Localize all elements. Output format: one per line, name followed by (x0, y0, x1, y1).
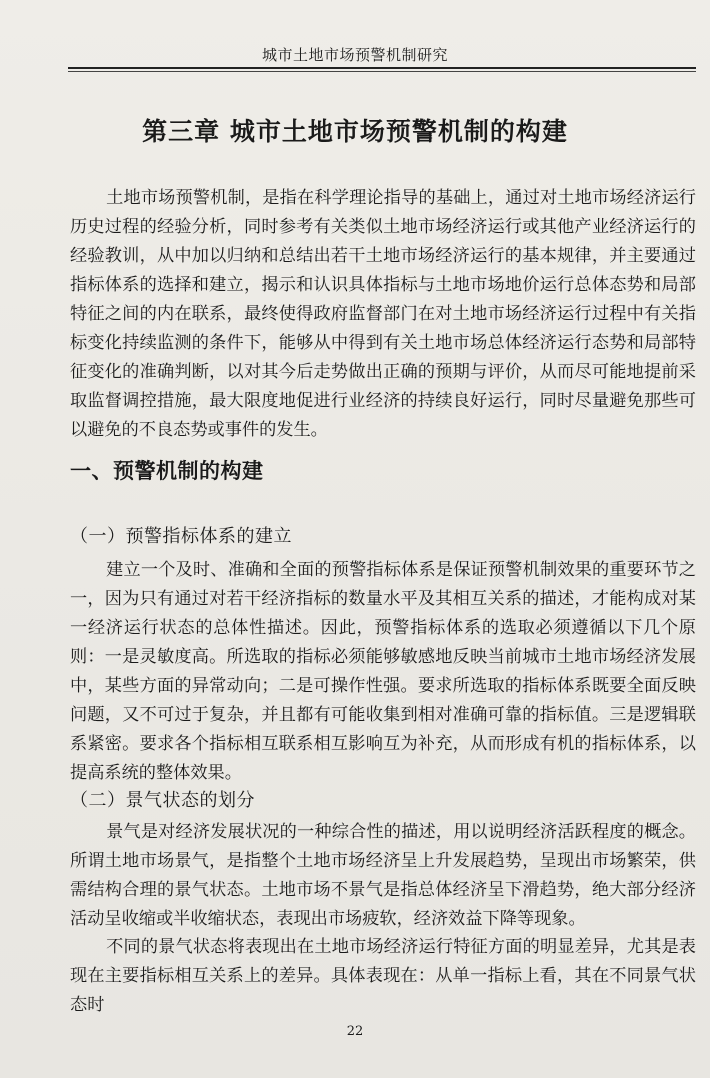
subsection-heading-indicator-system: （一）预警指标体系的建立 (70, 526, 292, 547)
subsection-heading-boom-states: （二）景气状态的划分 (70, 790, 255, 811)
boom-definition-paragraph: 景气是对经济发展状况的一种综合性的描述，用以说明经济活跃程度的概念。所谓土地市场景气，是指整个土地市场经济呈上升发展趋势，呈现出市场繁荣，供需结构合理的景气状态。土地市场不景气是指总体经济呈下滑趋势，绝大部分经济活动呈收缩或半收缩状态，表现出市场疲软，经济效益下降等现象。 (70, 822, 696, 929)
page-number: 22 (346, 1024, 364, 1039)
indicator-system-paragraph: 建立一个及时、准确和全面的预警指标体系是保证预警机制效果的重要环节之一，因为只有通过对若干经济指标的数量水平及其相互关系的描述，才能构成对某一经济运行状态的总体性描述。因此，预警指标体系的选取必须遵循以下几个原则：一是灵敏度高。所选取的指标必须能够敏感地反映当前城市土地市场经济发展中，某些方面的异常动向；二是可操作性强。要求所选取的指标体系既要全面反映问题，又不可过于复杂，并且都有可能收集到相对准确可靠的指标值。三是逻辑联系紧密。要求各个指标相互联系相互影响互为补充，从而形成有机的指标体系，以提高系统的整体效果。 (70, 560, 696, 783)
running-header: 城市土地市场预警机制研究 (261, 46, 448, 64)
section-heading: 一、预警机制的构建 (70, 459, 264, 483)
header-rule-thin (68, 71, 696, 72)
boom-difference-paragraph: 不同的景气状态将表现出在土地市场经济运行特征方面的明显差异，尤其是表现在主要指标相互关系上的差异。具体表现在：从单一指标上看，其在不同景气状态时 (70, 937, 696, 1015)
header-rule (68, 67, 696, 69)
intro-paragraph: 土地市场预警机制，是指在科学理论指导的基础上，通过对土地市场经济运行历史过程的经验分析，同时参考有关类似土地市场经济运行或其他产业经济运行的经验教训，从中加以归纳和总结出若干土地市场经济运行的基本规律，并主要通过指标体系的选择和建立，揭示和认识具体指标与土地市场地价运行总体态势和局部特征之间的内在联系，最终使得政府监督部门在对土地市场经济运行过程中有关指标变化持续监测的条件下，能够从中得到有关土地市场总体经济运行态势和局部特征变化的准确判断，以对其今后走势做出正确的预期与评价，从而尽可能地提前采取监督调控措施，最大限度地促进行业经济的持续良好运行，同时尽量避免那些可以避免的不良态势或事件的发生。 (70, 188, 696, 440)
chapter-title: 第三章 城市土地市场预警机制的构建 (142, 117, 568, 146)
